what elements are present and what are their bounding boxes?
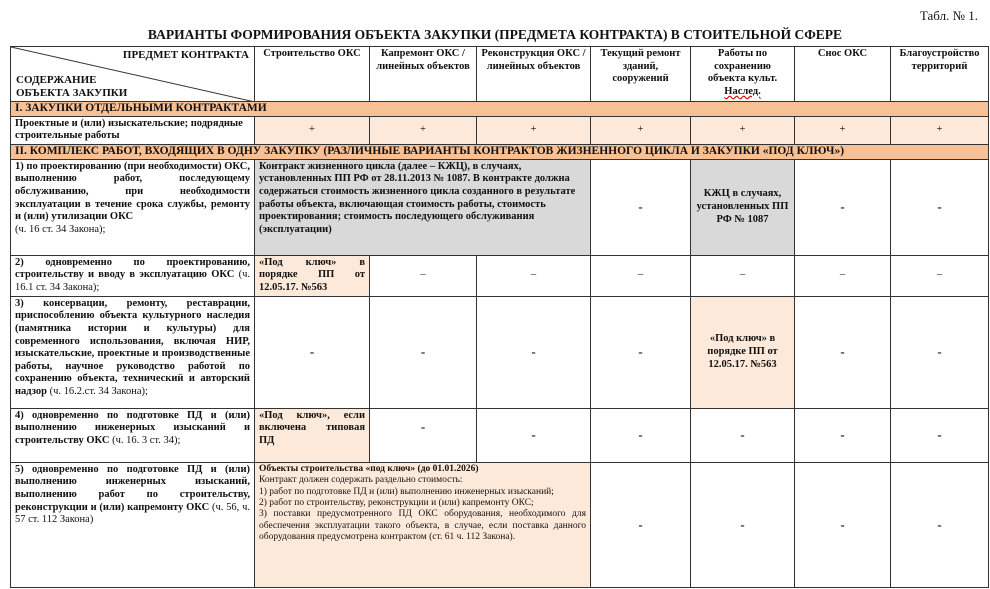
row-label-ref: (ч. 16.2.ст. 34 Закона); xyxy=(49,385,148,397)
row-label xyxy=(11,462,255,587)
table-row xyxy=(11,116,989,144)
cell: + xyxy=(370,116,477,144)
table-number: Табл. № 1. xyxy=(919,8,978,23)
merged-line: 1) работ по подготовке ПД и (или) выполнению инженерных изысканий; xyxy=(259,486,554,497)
row-label: Проектные и (или) изыскательские; подрядные строительные работы xyxy=(11,116,255,144)
cell: - xyxy=(591,408,691,462)
cell: – xyxy=(477,255,591,296)
merged-line: 3) поставки предусмотренного ПД ОКС оборудования, необходимого для обеспечения эксплуатации такого объекта, в случае, если поставка данного оборудования предусмотрена контрактом (ст. 61 ч. 112 Закона). xyxy=(259,509,586,543)
document-title: ВАРИАНТЫ ФОРМИРОВАНИЯ ОБЪЕКТА ЗАКУПКИ (ПРЕДМЕТА КОНТРАКТА) В СТОИТЕЛЬНОЙ СФЕРЕ xyxy=(147,27,843,42)
cell: - xyxy=(891,296,989,408)
table-row xyxy=(11,255,989,296)
cell: - xyxy=(891,462,989,587)
cell: + xyxy=(591,116,691,144)
row-label xyxy=(11,408,255,462)
cell: - xyxy=(591,462,691,587)
cell: + xyxy=(255,116,370,144)
col-header: Снос ОКС xyxy=(795,47,891,102)
cell: – xyxy=(591,255,691,296)
cell: + xyxy=(891,116,989,144)
section-2-title: II. КОМПЛЕКС РАБОТ, ВХОДЯЩИХ В ОДНУ ЗАКУПКУ (РАЗЛИЧНЫЕ ВАРИАНТЫ КОНТРАКТОВ ЖИЗНЕННОГО ЦИКЛА И ЗАКУПКИ «ПОД КЛЮЧ») xyxy=(11,144,989,159)
col-header-underlined: Наслед. xyxy=(724,85,761,97)
section-1-title: I. ЗАКУПКИ ОТДЕЛЬНЫМИ КОНТРАКТАМИ xyxy=(11,102,989,117)
cell: - xyxy=(477,408,591,462)
col-header: Реконструкция ОКС / линейных объектов xyxy=(477,47,591,102)
row-label-ref: (ч. 56, ч. 57 ст. 112 Закона) xyxy=(15,501,250,526)
cell: - xyxy=(691,462,795,587)
row-label xyxy=(11,255,255,296)
row-label-text: 2) одновременно по проектированию, строительству и вводу в эксплуатацию ОКС xyxy=(15,256,250,281)
cell: - xyxy=(477,296,591,408)
merged-cell-lifecycle: Контракт жизненного цикла (далее – КЖЦ), в случаях, установленных ПП РФ от 28.11.2013 № 1087. В контракте должна содержаться стоимость жизненного цикла созданного в результате работы объекта, включающая стоимость работы, стоимость проектирования; стоимость последующего обслуживания (эксплуатации) xyxy=(255,159,591,255)
procurement-table xyxy=(10,46,989,588)
corner-bottom-label xyxy=(16,74,127,100)
cell: – xyxy=(795,255,891,296)
table-row xyxy=(11,462,989,587)
cell: - xyxy=(691,408,795,462)
row-label xyxy=(11,296,255,408)
cell: - xyxy=(370,408,477,462)
cell: - xyxy=(891,159,989,255)
cell: - xyxy=(591,159,691,255)
corner-top-label: ПРЕДМЕТ КОНТРАКТА xyxy=(122,49,249,61)
cell: - xyxy=(370,296,477,408)
cell: – xyxy=(891,255,989,296)
cell: «Под ключ» в порядке ПП от 12.05.17. №563 xyxy=(691,296,795,408)
row-label-text: 4) одновременно по подготовке ПД и (или) выполнению инженерных изысканий и строительству ОКС xyxy=(15,409,250,446)
corner-bottom-line1: СОДЕРЖАНИЕ xyxy=(16,73,97,86)
col-header: Строительство ОКС xyxy=(255,47,370,102)
table-row xyxy=(11,159,989,255)
col-header xyxy=(691,47,795,102)
table-row xyxy=(11,296,989,408)
row-label-text: 5) одновременно по подготовке ПД и (или) выполнению инженерных изысканий, выполнению работ по строительству, реконструкции и (или) капремонту ОКС xyxy=(15,463,250,513)
row-label-text: 3) консервации, ремонту, реставрации, приспособлению объекта культурного наследия (памятника истории и культуры) для современного использования, включая НИР, изыскательские, проектные и производственные работы, научное руководство работой по сохранению объекта, технический и авторский надзор xyxy=(15,297,250,397)
cell: – xyxy=(691,255,795,296)
table-row xyxy=(11,408,989,462)
row-label xyxy=(11,159,255,255)
cell: - xyxy=(795,296,891,408)
cell: - xyxy=(591,296,691,408)
col-header: Благоустройство территорий xyxy=(891,47,989,102)
corner-header xyxy=(11,47,255,102)
header-row xyxy=(11,47,989,102)
row-label-ref: (ч. 16 ст. 34 Закона); xyxy=(15,223,106,235)
cell: - xyxy=(795,408,891,462)
cell: - xyxy=(795,462,891,587)
cell: + xyxy=(691,116,795,144)
cell: + xyxy=(477,116,591,144)
section-row xyxy=(11,144,989,159)
cell: «Под ключ», если включена типовая ПД xyxy=(255,408,370,462)
merged-line: 2) работ по строительству, реконструкции и (или) капремонту ОКС; xyxy=(259,497,534,508)
cell: КЖЦ в случаях, установленных ПП РФ № 1087 xyxy=(691,159,795,255)
row-label-ref: (ч. 16. 3 ст. 34); xyxy=(112,434,181,446)
cell: «Под ключ» в порядке ПП от 12.05.17. №563 xyxy=(255,255,370,296)
cell: – xyxy=(370,255,477,296)
cell: + xyxy=(795,116,891,144)
section-row xyxy=(11,102,989,117)
col-header-text: Работы по сохранению объекта культ. xyxy=(707,48,778,85)
col-header: Текущий ремонт зданий, сооружений xyxy=(591,47,691,102)
merged-line: Контракт должен содержать раздельно стоимость: xyxy=(259,475,463,486)
merged-cell-turnkey xyxy=(255,462,591,587)
corner-bottom-line2: ОБЪЕКТА ЗАКУПКИ xyxy=(16,86,128,99)
row-label-text: 1) по проектированию (при необходимости) ОКС, выполнению работ, последующему обслуживанию, при необходимости эксплуатации в течение срока службы, ремонту и (или) утилизации ОКС xyxy=(15,160,250,223)
merged-title: Объекты строительства «под ключ» (до 01.01.2026) xyxy=(259,463,479,474)
col-header: Капремонт ОКС / линейных объектов xyxy=(370,47,477,102)
cell: - xyxy=(255,296,370,408)
cell: - xyxy=(795,159,891,255)
cell: - xyxy=(891,408,989,462)
row-label-ref: (ч. 16.1 ст. 34 Закона); xyxy=(15,269,250,293)
